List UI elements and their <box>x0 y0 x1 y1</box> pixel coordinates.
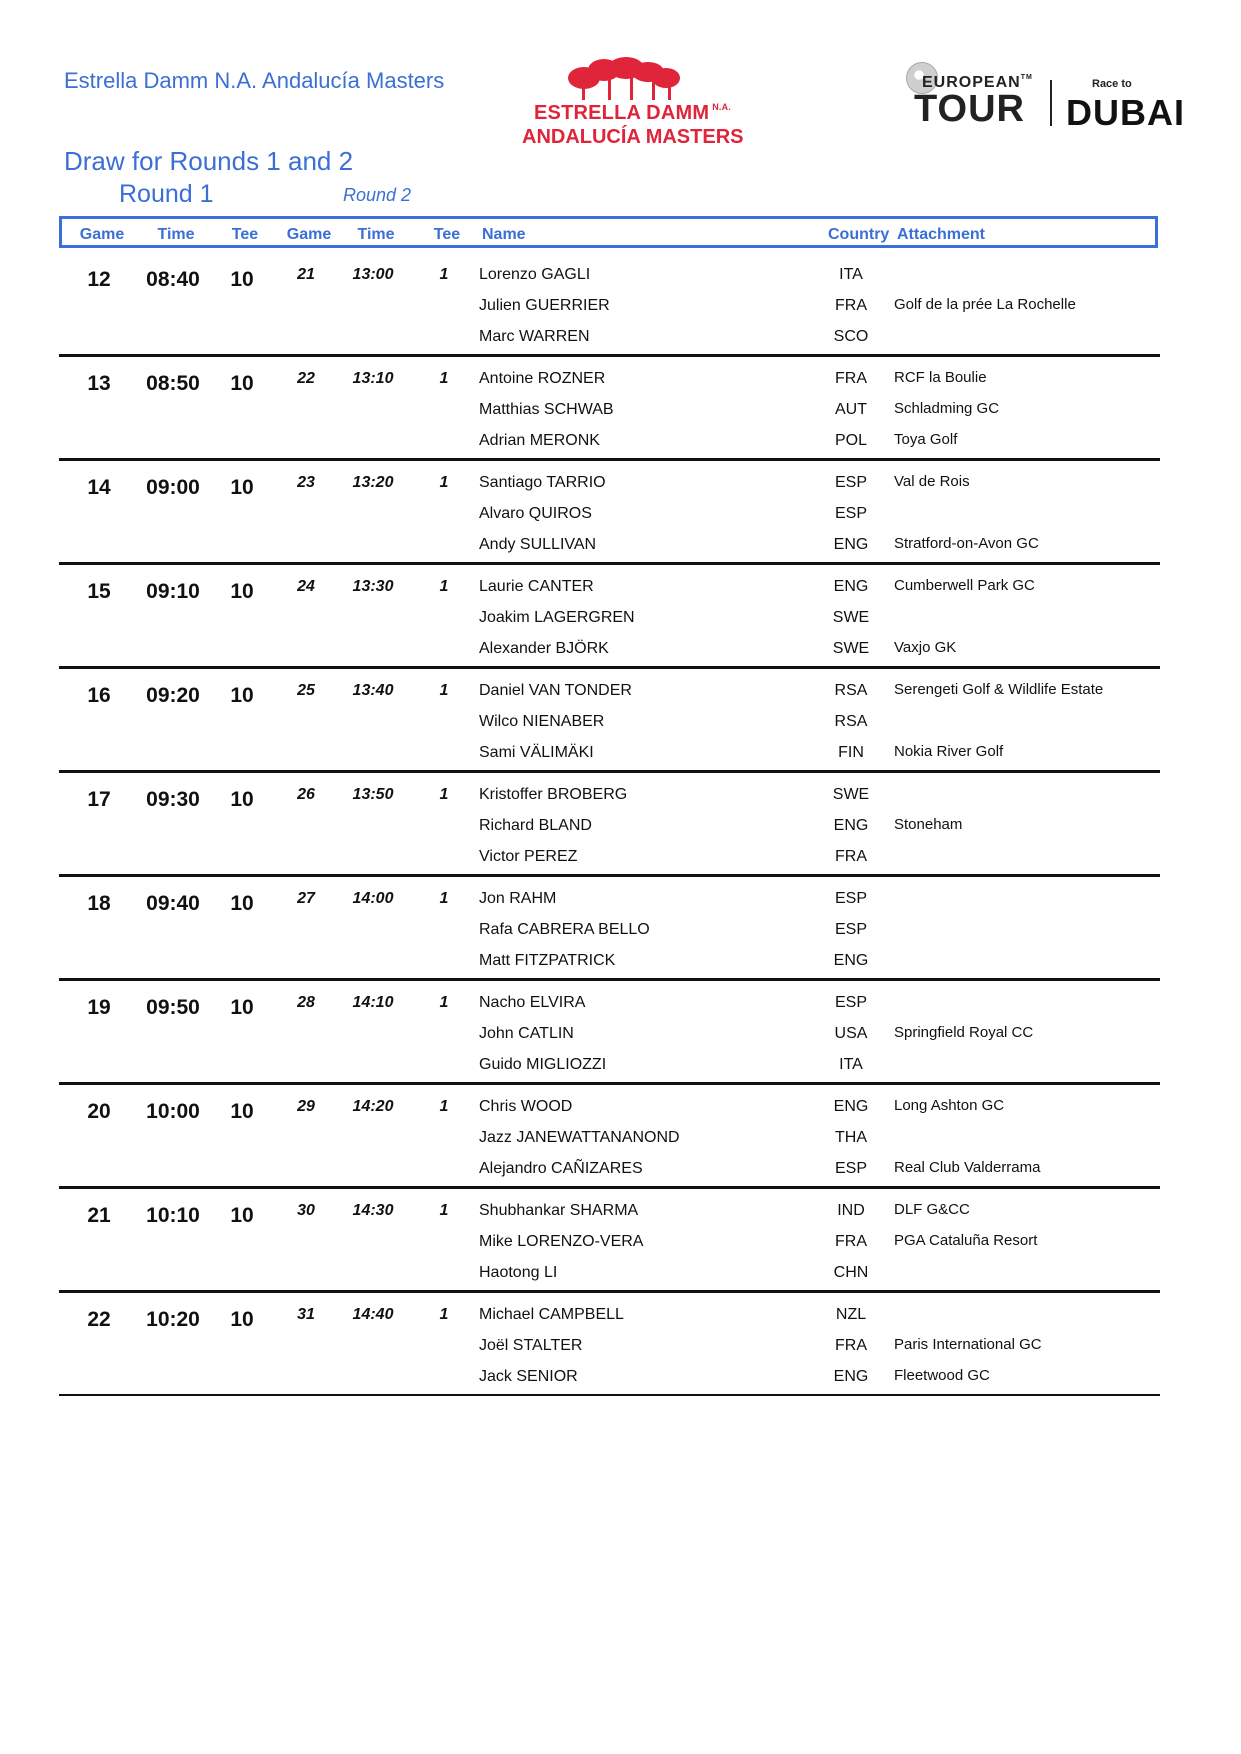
race-to-text: Race to <box>1092 78 1132 90</box>
round1-tee: 10 <box>230 1204 254 1227</box>
round2-tee-time: 14:30 <box>352 1202 394 1219</box>
tour-european-text: EUROPEAN <box>922 74 1021 91</box>
player-name: Jack SENIOR <box>479 1368 578 1385</box>
player-country: USA <box>834 1025 868 1042</box>
player-country: ESP <box>834 890 868 907</box>
tee-group <box>59 1290 1160 1396</box>
player-name: Joakim LAGERGREN <box>479 609 635 626</box>
player-name: Kristoffer BROBERG <box>479 786 628 803</box>
player-country: SWE <box>832 786 870 803</box>
player-name: Julien GUERRIER <box>479 297 610 314</box>
round2-game-number: 28 <box>297 994 315 1011</box>
round2-tee: 1 <box>439 370 449 387</box>
tournament-title: Estrella Damm N.A. Andalucía Masters <box>64 68 445 93</box>
player-name: Lorenzo GAGLI <box>479 266 591 283</box>
round1-tee: 10 <box>230 892 254 915</box>
round2-game-number: 29 <box>297 1098 315 1115</box>
player-country: THA <box>835 1129 867 1146</box>
round1-tee-time: 09:20 <box>146 684 200 707</box>
player-attachment: Stoneham <box>894 816 963 833</box>
round2-tee: 1 <box>439 994 449 1011</box>
player-attachment: Golf de la prée La Rochelle <box>894 296 1076 313</box>
player-name: Mike LORENZO-VERA <box>479 1233 644 1250</box>
player-country: SWE <box>832 609 870 626</box>
player-name: Adrian MERONK <box>479 432 600 449</box>
col-name: Name <box>482 226 526 243</box>
round2-tee-time: 13:20 <box>352 474 394 491</box>
round1-tee: 10 <box>230 1100 254 1123</box>
player-attachment: Springfield Royal CC <box>894 1024 1034 1041</box>
tee-group <box>59 666 1160 773</box>
round1-tee-time: 09:30 <box>146 788 200 811</box>
player-attachment: RCF la Boulie <box>894 369 987 386</box>
round1-game-number: 15 <box>87 580 111 603</box>
player-name: Daniel VAN TONDER <box>479 682 632 699</box>
round2-tee: 1 <box>439 1098 449 1115</box>
player-attachment: Toya Golf <box>894 431 958 448</box>
player-attachment: Serengeti Golf & Wildlife Estate <box>894 681 1104 698</box>
round2-game-number: 24 <box>297 578 315 595</box>
european-tour-logo <box>900 58 1185 138</box>
col-time-r1: Time <box>157 226 195 243</box>
round2-game-number: 27 <box>297 890 315 907</box>
player-attachment: Stratford-on-Avon GC <box>894 535 1039 552</box>
player-country: FRA <box>835 370 867 387</box>
round1-game-number: 22 <box>87 1308 111 1331</box>
player-country: ENG <box>833 1368 869 1385</box>
round1-label: Round 1 <box>119 180 214 208</box>
player-name: Alejandro CAÑIZARES <box>479 1160 643 1177</box>
player-attachment: Long Ashton GC <box>894 1097 1005 1114</box>
round2-game-number: 22 <box>297 370 315 387</box>
player-name: Nacho ELVIRA <box>479 994 586 1011</box>
round2-tee: 1 <box>439 578 449 595</box>
player-name: Andy SULLIVAN <box>479 536 597 553</box>
round2-tee-time: 14:20 <box>352 1098 394 1115</box>
round1-tee: 10 <box>230 788 254 811</box>
player-country: RSA <box>834 713 868 730</box>
round1-game-number: 19 <box>87 996 111 1019</box>
player-attachment: PGA Cataluña Resort <box>894 1232 1038 1249</box>
player-country: SCO <box>833 328 869 345</box>
player-country: ITA <box>839 1056 863 1073</box>
round2-game-number: 23 <box>297 474 315 491</box>
round2-game-number: 25 <box>297 682 315 699</box>
round1-tee-time: 10:00 <box>146 1100 200 1123</box>
round2-tee-time: 14:10 <box>352 994 394 1011</box>
round1-game-number: 20 <box>87 1100 111 1123</box>
player-attachment: Cumberwell Park GC <box>894 577 1035 594</box>
player-name: Jazz JANEWATTANANOND <box>479 1129 680 1146</box>
player-country: ESP <box>834 994 868 1011</box>
dubai-text: DUBAI <box>1066 92 1185 133</box>
player-country: ESP <box>834 921 868 938</box>
logo-divider <box>1050 80 1052 126</box>
round2-tee: 1 <box>439 1306 449 1323</box>
player-country: FRA <box>835 1233 867 1250</box>
tee-group <box>59 1082 1160 1189</box>
round2-game-number: 31 <box>297 1306 315 1323</box>
col-attachment: Attachment <box>897 226 986 243</box>
player-attachment: Real Club Valderrama <box>894 1159 1041 1176</box>
player-name: Santiago TARRIO <box>479 474 606 491</box>
player-name: Guido MIGLIOZZI <box>479 1056 607 1073</box>
round1-game-number: 18 <box>87 892 111 915</box>
player-name: Shubhankar SHARMA <box>479 1202 639 1219</box>
player-name: Alvaro QUIROS <box>479 505 592 522</box>
round2-tee: 1 <box>439 474 449 491</box>
player-name: Jon RAHM <box>479 890 557 907</box>
player-name: Alexander BJÖRK <box>479 640 609 657</box>
round1-game-number: 12 <box>87 268 111 291</box>
table-header <box>59 216 1158 248</box>
player-country: ENG <box>833 536 869 553</box>
round1-game-number: 17 <box>87 788 111 811</box>
round1-tee-time: 08:40 <box>146 268 200 291</box>
player-country: NZL <box>835 1306 867 1323</box>
round2-tee: 1 <box>439 786 449 803</box>
round2-tee: 1 <box>439 890 449 907</box>
player-country: SWE <box>832 640 870 657</box>
col-game-r1: Game <box>79 226 125 243</box>
round1-tee-time: 08:50 <box>146 372 200 395</box>
player-country: ENG <box>833 817 869 834</box>
round1-tee: 10 <box>230 476 254 499</box>
round1-tee: 10 <box>230 372 254 395</box>
player-country: IND <box>837 1202 865 1219</box>
round2-tee: 1 <box>439 682 449 699</box>
tee-group <box>59 354 1160 461</box>
col-tee-r2: Tee <box>433 226 461 243</box>
player-country: FIN <box>838 744 864 761</box>
player-name: Matt FITZPATRICK <box>479 952 616 969</box>
round1-tee: 10 <box>230 268 254 291</box>
round2-tee: 1 <box>439 266 449 283</box>
round1-tee: 10 <box>230 1308 254 1331</box>
col-game-r2: Game <box>286 226 332 243</box>
estrella-damm-logo <box>520 56 744 156</box>
round1-game-number: 16 <box>87 684 111 707</box>
player-country: AUT <box>835 401 867 418</box>
player-country: ENG <box>833 1098 869 1115</box>
round2-tee-time: 13:00 <box>352 266 394 283</box>
player-name: Marc WARREN <box>479 328 590 345</box>
player-country: ITA <box>839 266 863 283</box>
round2-tee-time: 14:40 <box>352 1306 394 1323</box>
player-attachment: DLF G&CC <box>894 1201 970 1218</box>
player-name: Sami VÄLIMÄKI <box>479 744 594 761</box>
tee-group <box>59 770 1160 877</box>
player-name: Haotong LI <box>479 1264 558 1281</box>
col-time-r2: Time <box>357 226 395 243</box>
player-name: Joël STALTER <box>479 1337 583 1354</box>
round2-tee-time: 14:00 <box>352 890 394 907</box>
logo-na: N.A. <box>712 102 731 112</box>
player-name: John CATLIN <box>479 1025 574 1042</box>
round2-game-number: 30 <box>297 1202 315 1219</box>
col-country: Country <box>828 226 890 243</box>
tee-group <box>59 458 1160 565</box>
round1-tee-time: 09:00 <box>146 476 200 499</box>
round2-tee-time: 13:10 <box>352 370 394 387</box>
player-name: Victor PEREZ <box>479 848 578 865</box>
player-country: FRA <box>835 297 867 314</box>
round1-tee: 10 <box>230 684 254 707</box>
player-attachment: Vaxjo GK <box>894 639 957 656</box>
tee-group <box>59 562 1160 669</box>
round2-tee-time: 13:40 <box>352 682 394 699</box>
player-country: ENG <box>833 952 869 969</box>
logo-text-line2: ANDALUCÍA MASTERS <box>522 126 744 148</box>
round1-tee-time: 09:50 <box>146 996 200 1019</box>
player-name: Rafa CABRERA BELLO <box>479 921 650 938</box>
player-name: Laurie CANTER <box>479 578 594 595</box>
round2-tee-time: 13:30 <box>352 578 394 595</box>
player-name: Chris WOOD <box>479 1098 573 1115</box>
tour-text: TOUR <box>914 88 1025 130</box>
round1-tee-time: 09:40 <box>146 892 200 915</box>
round1-game-number: 13 <box>87 372 111 395</box>
player-country: POL <box>834 432 868 449</box>
round1-tee-time: 10:10 <box>146 1204 200 1227</box>
round2-tee: 1 <box>439 1202 449 1219</box>
draw-title: Draw for Rounds 1 and 2 <box>64 146 354 176</box>
round1-game-number: 14 <box>87 476 111 499</box>
round2-tee-time: 13:50 <box>352 786 394 803</box>
player-attachment: Schladming GC <box>894 400 1000 417</box>
tree-logo-icon <box>564 56 684 102</box>
col-tee-r1: Tee <box>231 226 259 243</box>
round1-tee-time: 10:20 <box>146 1308 200 1331</box>
tee-group <box>59 1186 1160 1293</box>
round1-game-number: 21 <box>87 1204 111 1227</box>
round1-tee-time: 09:10 <box>146 580 200 603</box>
round2-game-number: 21 <box>297 266 315 283</box>
player-country: ENG <box>833 578 869 595</box>
player-attachment: Val de Rois <box>894 473 970 490</box>
player-country: CHN <box>833 1264 869 1281</box>
round1-tee: 10 <box>230 996 254 1019</box>
tee-group <box>59 250 1160 357</box>
logo-text-line1: ESTRELLA DAMM <box>534 102 710 124</box>
player-name: Michael CAMPBELL <box>479 1306 624 1323</box>
tee-group <box>59 978 1160 1085</box>
player-country: RSA <box>834 682 868 699</box>
player-attachment: Paris International GC <box>894 1336 1042 1353</box>
player-country: ESP <box>834 474 868 491</box>
player-name: Richard BLAND <box>479 817 592 834</box>
tour-trademark: TM <box>1020 74 1033 81</box>
player-name: Wilco NIENABER <box>479 713 605 730</box>
player-country: ESP <box>834 1160 868 1177</box>
player-name: Matthias SCHWAB <box>479 401 614 418</box>
player-country: FRA <box>835 848 867 865</box>
player-attachment: Fleetwood GC <box>894 1367 990 1384</box>
round2-game-number: 26 <box>297 786 315 803</box>
player-country: FRA <box>835 1337 867 1354</box>
round2-label: Round 2 <box>343 185 412 205</box>
tee-group <box>59 874 1160 981</box>
player-country: ESP <box>834 505 868 522</box>
player-name: Antoine ROZNER <box>479 370 606 387</box>
player-attachment: Nokia River Golf <box>894 743 1004 760</box>
round1-tee: 10 <box>230 580 254 603</box>
